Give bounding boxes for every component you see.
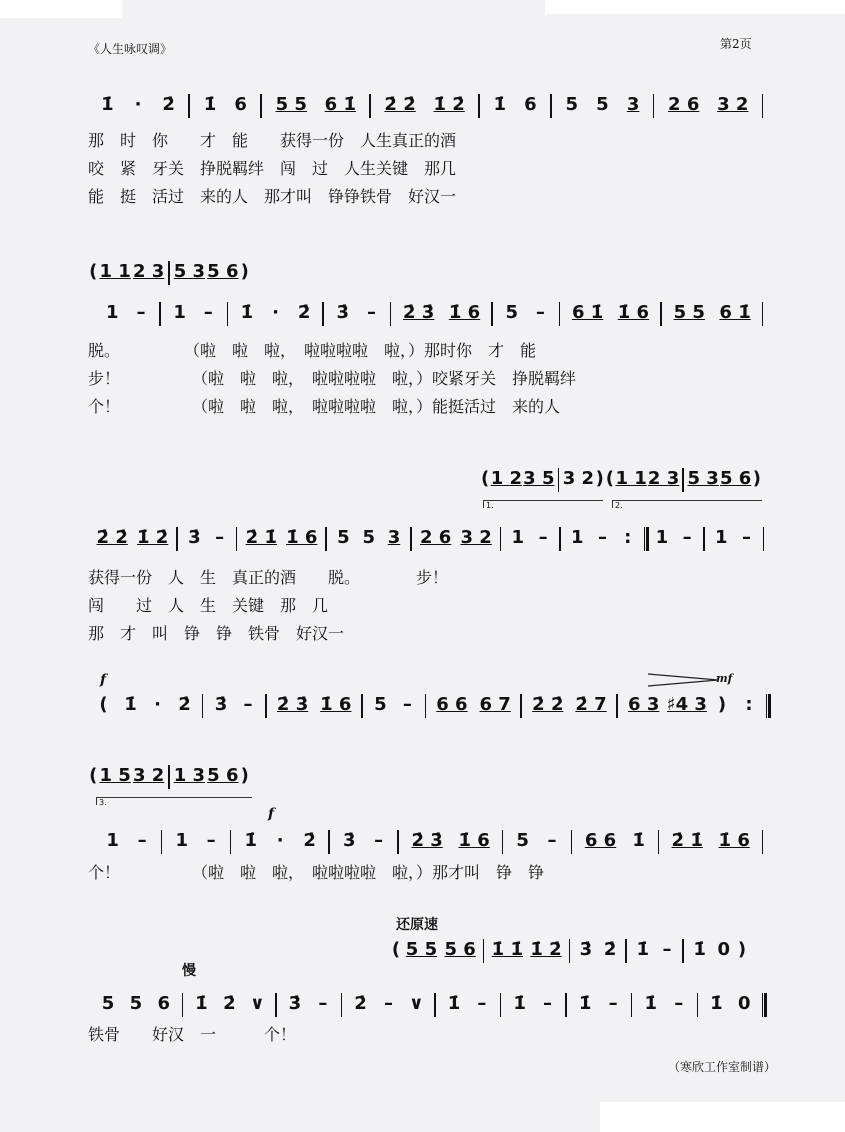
note: – — [608, 993, 618, 1014]
lyric-line: 获得一份 人 生 真正的酒 脱。 步！ — [88, 568, 449, 587]
note: 1 — [714, 527, 728, 548]
note: 3̇ — [336, 302, 350, 323]
barline — [361, 694, 363, 718]
barline — [188, 94, 190, 118]
note: 6 1̇ — [719, 302, 751, 323]
barline — [571, 830, 573, 854]
note: 6 6 — [584, 830, 617, 851]
note: ♯4 3 — [666, 694, 707, 715]
note: 2̇ 3̇ — [403, 302, 435, 323]
barline — [762, 830, 764, 854]
note: 2̇ — [303, 830, 316, 851]
note: 1̇ — [693, 939, 706, 960]
volta-first-ending: 1. — [483, 500, 603, 508]
barline — [631, 993, 633, 1017]
note: 5 6 — [444, 939, 476, 960]
paren: ( — [89, 765, 98, 786]
note: 5 3 — [173, 261, 206, 282]
note: 5 — [505, 302, 518, 323]
note: 1̇ — [195, 993, 208, 1014]
notation-row — [0, 826, 845, 856]
note: 1̇ — [493, 94, 506, 115]
notation-row — [0, 298, 845, 328]
note: 1̇ 2̇ — [433, 94, 465, 115]
note: 3̇ — [188, 527, 201, 548]
note: 1 — [175, 830, 189, 851]
note: 6 1̇ — [324, 94, 356, 115]
note: 3 2 — [717, 94, 749, 115]
barline — [491, 302, 493, 326]
note: – — [597, 527, 607, 548]
note: 5 — [516, 830, 529, 851]
barline — [159, 302, 161, 326]
note: 1̇ 6 — [320, 694, 352, 715]
barline — [410, 527, 412, 551]
note: 1̇ 6 — [617, 302, 650, 323]
barline — [168, 765, 170, 789]
note: 6 7 — [479, 694, 511, 715]
note: 1̇ 2̇ — [530, 939, 562, 960]
note: 1̇ — [636, 939, 650, 960]
forte-mark: f — [100, 672, 107, 688]
barline — [500, 993, 502, 1017]
note: 3 2 — [460, 527, 492, 548]
paren: ) — [595, 468, 604, 489]
note: 2̇ — [354, 993, 367, 1014]
page-number: 第2页 — [720, 37, 752, 51]
note: 3 — [387, 527, 401, 548]
note: – — [136, 302, 146, 323]
barline — [660, 302, 662, 326]
note: 1̇ — [240, 302, 254, 323]
barline — [559, 527, 561, 551]
barline — [763, 527, 765, 551]
intro-phrase — [0, 935, 845, 965]
note: 1̇ 6 — [286, 527, 318, 548]
note: ) — [717, 694, 727, 715]
barline — [176, 527, 178, 551]
lyric-line: 那 时 你 才 能 获得一份 人生真正的酒 — [88, 131, 457, 150]
note: 1̇ 6 — [448, 302, 481, 323]
barline — [502, 830, 504, 854]
barline — [703, 527, 705, 551]
barline — [369, 94, 371, 118]
notation-row — [0, 690, 845, 720]
lyric-line: 个！ （啦 啦 啦， 啦啦啦啦 啦，）那才叫 铮 铮 — [88, 863, 545, 882]
paren: ) — [240, 261, 249, 282]
note: 5 — [337, 527, 350, 548]
barline — [230, 830, 232, 854]
barline — [161, 830, 163, 854]
note: 2̇ — [603, 939, 617, 960]
paren: ( — [391, 939, 401, 960]
note: 1̇ — [203, 94, 217, 115]
note: 5 5 — [275, 94, 307, 115]
note: 3 2 — [132, 765, 165, 786]
tempo-a-tempo-mark: 还原速 — [396, 917, 438, 933]
note: – — [206, 830, 216, 851]
barline — [682, 939, 684, 963]
page-margin — [545, 0, 845, 14]
note: – — [137, 830, 147, 851]
note: : — [624, 527, 632, 548]
note: 5 — [374, 694, 387, 715]
barline — [478, 94, 480, 118]
note: – — [477, 993, 487, 1014]
barline — [500, 527, 502, 551]
note: – — [374, 830, 384, 851]
note: 2̇ 3̇ — [276, 694, 309, 715]
barline — [236, 527, 238, 551]
decrescendo-hairpin — [648, 670, 718, 690]
note: 5 — [565, 94, 579, 115]
barline — [265, 694, 267, 718]
note: – — [742, 527, 752, 548]
note: 2̇ 7 — [575, 694, 607, 715]
note: 1 1 — [99, 261, 131, 282]
note: 1 — [106, 830, 119, 851]
note: – — [682, 527, 692, 548]
barline — [762, 302, 764, 326]
lyric-line: 那 才 叫 铮 铮 铁骨 好汉一 — [88, 624, 345, 643]
note: 3 2 — [562, 468, 595, 489]
intro-phrase — [0, 761, 845, 791]
intro-phrase — [0, 464, 845, 494]
note: – — [366, 302, 376, 323]
note: – — [535, 302, 545, 323]
note: 1 5 — [99, 765, 131, 786]
barline — [168, 261, 170, 285]
note: 5 3 — [687, 468, 719, 489]
note: 2 6 — [668, 94, 700, 115]
barline — [559, 302, 561, 326]
note: ∨ — [409, 993, 424, 1014]
note: 1 — [570, 527, 584, 548]
note: 1̇ — [710, 993, 723, 1014]
barline — [550, 94, 552, 118]
barline — [275, 993, 277, 1017]
volta-third-ending: 3. — [96, 797, 252, 805]
lyric-line: 咬 紧 牙关 挣脱羁绊 闯 过 人生关键 那几 — [88, 159, 457, 178]
paren: ) — [737, 939, 747, 960]
note: – — [318, 993, 328, 1014]
double-barline — [762, 993, 767, 1017]
notation-row — [0, 90, 845, 120]
note: – — [543, 993, 553, 1014]
note: – — [538, 527, 548, 548]
barline — [658, 830, 660, 854]
barline — [328, 830, 330, 854]
note: – — [243, 694, 253, 715]
note: 0 — [717, 939, 731, 960]
barline — [483, 939, 485, 963]
note: 1 3 — [173, 765, 206, 786]
note: ∨ — [249, 993, 265, 1014]
barline — [558, 468, 560, 492]
barline — [616, 694, 618, 718]
note: 2̇ — [223, 993, 236, 1014]
note: 5 5 — [405, 939, 438, 960]
barline — [434, 993, 436, 1017]
note: 5 — [362, 527, 375, 548]
double-barline — [644, 527, 649, 551]
note: · — [134, 94, 142, 115]
note: 1̇ — [244, 830, 258, 851]
barline — [341, 993, 343, 1017]
note: 1̇ 6 — [458, 830, 490, 851]
barline — [182, 993, 184, 1017]
note: 1̇ — [101, 94, 114, 115]
note: 2̇ 2̇ — [384, 94, 416, 115]
note: · — [276, 830, 284, 851]
note: ( — [99, 694, 108, 715]
note: 1̇ 1̇ — [491, 939, 523, 960]
note: – — [215, 527, 225, 548]
note: 5 — [101, 993, 115, 1014]
note: 1̇ — [513, 993, 526, 1014]
note: 1 — [173, 302, 186, 323]
forte-mark: f — [268, 806, 275, 822]
barline — [322, 302, 324, 326]
note: 2̇ 3̇ — [411, 830, 443, 851]
page-margin — [0, 0, 122, 18]
note: 1̇ — [124, 694, 137, 715]
barline — [565, 993, 567, 1017]
note: 3̇ — [288, 993, 302, 1014]
note: · — [154, 694, 161, 715]
note: 2 6 — [420, 527, 452, 548]
note: 1̇ — [632, 830, 645, 851]
note: – — [383, 993, 393, 1014]
mezzo-forte-mark: mf — [716, 672, 733, 685]
lyric-line: 铁骨 好汉 一 个！ — [88, 1025, 297, 1044]
note: 1̇ 6 — [718, 830, 750, 851]
note: – — [674, 993, 684, 1014]
tempo-slow-mark: 慢 — [182, 963, 196, 979]
note: 2̇ — [178, 694, 191, 715]
note: 3̇ — [214, 694, 228, 715]
lyric-line: 个！ （啦 啦 啦， 啦啦啦啦 啦，）能挺活过 来的人 — [88, 397, 561, 416]
barline — [653, 94, 655, 118]
paren: ( — [89, 261, 98, 282]
barline — [762, 94, 764, 118]
paren: ) — [240, 765, 249, 786]
note: · — [272, 302, 279, 323]
barline — [682, 468, 684, 492]
note: 5 5 — [673, 302, 705, 323]
lyric-line: 能 挺 活过 来的人 那才叫 铮铮铁骨 好汉一 — [88, 187, 457, 206]
notation-row — [0, 989, 845, 1019]
note: 6 — [157, 993, 171, 1014]
note: 2̇ 2̇ — [96, 527, 128, 548]
note: 6 — [234, 94, 247, 115]
barline — [425, 694, 427, 718]
note: 0 — [738, 993, 751, 1014]
note: 2 3 — [132, 261, 165, 282]
note: – — [203, 302, 213, 323]
barline — [520, 694, 522, 718]
note: 1 1 — [615, 468, 647, 489]
note: 3̇ — [579, 939, 593, 960]
note: 2̇ — [297, 302, 311, 323]
barline — [397, 830, 399, 854]
paren: ( — [480, 468, 490, 489]
barline — [697, 993, 699, 1017]
note: 6 3 — [628, 694, 660, 715]
note: 2̇ 1̇ — [245, 527, 277, 548]
page-margin — [600, 1102, 845, 1132]
lyric-line: 脱。 （啦 啦 啦， 啦啦啦啦 啦，）那时你 才 能 — [88, 341, 537, 360]
barline — [569, 939, 571, 963]
note: 1 — [655, 527, 669, 548]
lyric-line: 闯 过 人 生 关键 那 几 — [88, 596, 329, 615]
barline — [260, 94, 262, 118]
song-title: 《人生咏叹调》 — [88, 42, 173, 56]
note: 5 — [596, 94, 609, 115]
barline — [325, 527, 327, 551]
note: 5 — [129, 993, 143, 1014]
note: 3 — [626, 94, 640, 115]
note: 6 — [524, 94, 537, 115]
barline — [202, 694, 204, 718]
barline — [227, 302, 229, 326]
note: 1̇ 2̇ — [136, 527, 169, 548]
paren: ) — [752, 468, 762, 489]
note: 1 — [106, 302, 119, 323]
note: – — [402, 694, 412, 715]
note: 3̇ — [342, 830, 356, 851]
intro-phrase — [0, 257, 845, 287]
barline — [625, 939, 627, 963]
note: 5 6 — [207, 765, 239, 786]
double-barline — [766, 694, 771, 718]
note: 1̇ — [447, 993, 461, 1014]
note: 6 6 — [436, 694, 468, 715]
note: 2̇ — [162, 94, 175, 115]
barline — [390, 302, 392, 326]
note: : — [745, 694, 753, 715]
note: – — [662, 939, 672, 960]
note: 6 1̇ — [571, 302, 604, 323]
note: 2 3 — [647, 468, 680, 489]
note: 1̇ — [644, 993, 658, 1014]
note: 1 — [511, 527, 525, 548]
volta-second-ending: 2. — [612, 500, 762, 508]
note: 5 6 — [207, 261, 239, 282]
lyric-line: 步！ （啦 啦 啦， 啦啦啦啦 啦，）咬紧牙关 挣脱羁绊 — [88, 369, 577, 388]
note: 3 5 — [523, 468, 555, 489]
note: 2̇ 1̇ — [671, 830, 703, 851]
notation-row — [0, 523, 845, 553]
note: 2̇ 2̇ — [532, 694, 564, 715]
note: 5 6 — [719, 468, 752, 489]
note: – — [547, 830, 557, 851]
note: 1̇ — [578, 993, 592, 1014]
note: 1 2 — [490, 468, 523, 489]
engraver-credit: （寒欣工作室制谱） — [668, 1060, 777, 1074]
paren: ( — [605, 468, 614, 489]
